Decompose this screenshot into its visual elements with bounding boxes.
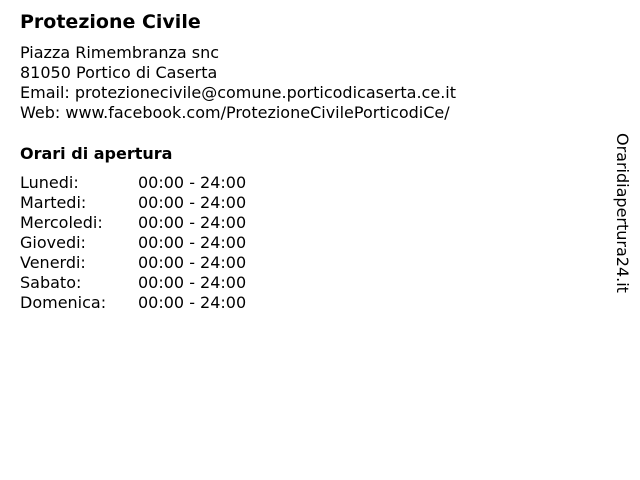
day-label: Venerdi: (20, 253, 86, 272)
time-range: 00:00 - 24:00 (138, 173, 247, 192)
address-block (20, 43, 456, 123)
time-range: 00:00 - 24:00 (138, 193, 247, 212)
day-label: Lunedi: (20, 173, 79, 192)
page-title: Protezione Civile (20, 11, 201, 33)
day-label: Martedi: (20, 193, 87, 212)
street-address: Piazza Rimembranza snc (20, 43, 220, 62)
day-label: Sabato: (20, 273, 82, 292)
day-label: Domenica: (20, 293, 107, 312)
day-label: Mercoledi: (20, 213, 103, 232)
time-range: 00:00 - 24:00 (138, 293, 247, 312)
opening-hours-heading: Orari di apertura (20, 144, 173, 163)
time-range: 00:00 - 24:00 (138, 253, 247, 272)
time-range: 00:00 - 24:00 (138, 273, 247, 292)
time-range: 00:00 - 24:00 (138, 213, 247, 232)
email-line: Email: protezionecivile@comune.porticodicaserta.ce.it (20, 83, 456, 102)
web-line: Web: www.facebook.com/ProtezioneCivilePorticodiCe/ (20, 103, 450, 122)
time-range: 00:00 - 24:00 (138, 233, 247, 252)
city-postal-code: 81050 Portico di Caserta (20, 63, 218, 82)
site-brand-label: Oraridiapertura24.it (613, 133, 632, 293)
day-label: Giovedi: (20, 233, 86, 252)
